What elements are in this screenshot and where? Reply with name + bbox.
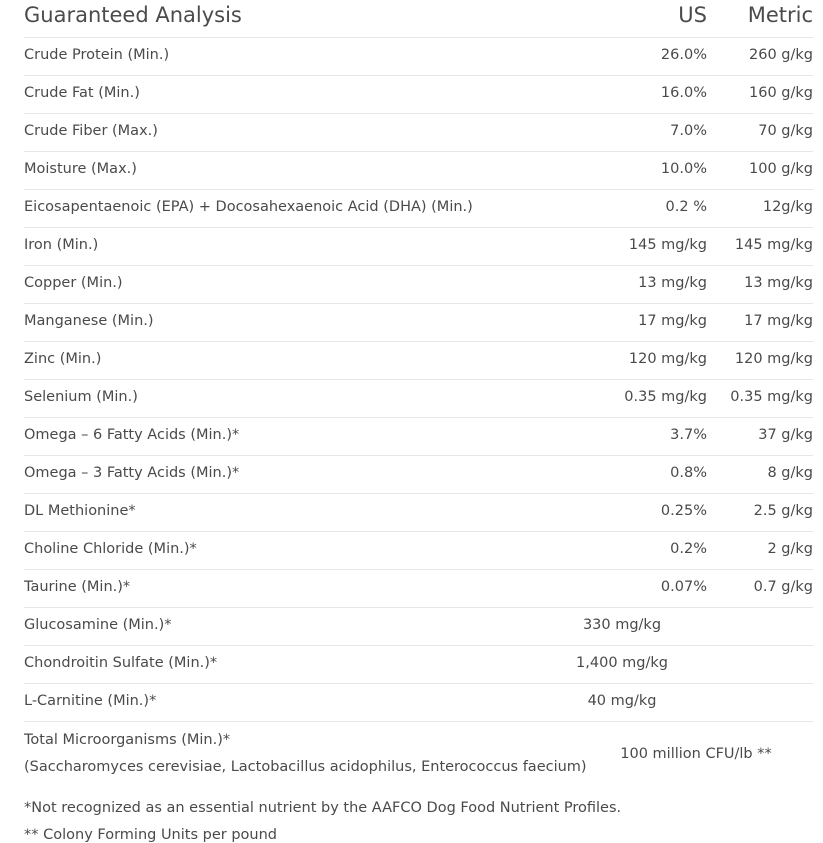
- table-row: [24, 228, 813, 266]
- table-header: [24, 0, 813, 38]
- value-metric: 13 mg/kg: [744, 275, 813, 291]
- value-us: 0.8%: [670, 465, 707, 481]
- nutrient-species: (Saccharomyces cerevisiae, Lactobacillus acidophilus, Enterococcus faecium): [24, 759, 587, 775]
- value-metric: 145 mg/kg: [734, 237, 813, 253]
- value-metric: 100 g/kg: [749, 161, 813, 177]
- value-metric: 17 mg/kg: [744, 313, 813, 329]
- value-metric: 2.5 g/kg: [753, 503, 813, 519]
- guaranteed-analysis-table: [24, 0, 813, 787]
- table-row: [24, 190, 813, 228]
- nutrient-name: Chondroitin Sulfate (Min.)*: [24, 655, 218, 671]
- value-us: 26.0%: [660, 47, 707, 63]
- value-us: 10.0%: [660, 161, 707, 177]
- value-metric: 0.35 mg/kg: [730, 389, 813, 405]
- value-us: 3.7%: [670, 427, 707, 443]
- value-metric: 12g/kg: [762, 199, 813, 215]
- column-header-us: US: [678, 3, 707, 27]
- value-metric: 260 g/kg: [749, 47, 813, 63]
- nutrient-value: 1,400 mg/kg: [576, 655, 668, 671]
- value-metric: 37 g/kg: [758, 427, 813, 443]
- table-row-combined: [24, 646, 813, 684]
- nutrient-value: 40 mg/kg: [587, 693, 657, 709]
- table-row: [24, 342, 813, 380]
- nutrient-name: Moisture (Max.): [24, 161, 137, 177]
- table-row: [24, 38, 813, 76]
- table-row: [24, 76, 813, 114]
- nutrient-rows: [24, 38, 813, 608]
- table-row: [24, 532, 813, 570]
- value-us: 120 mg/kg: [628, 351, 707, 367]
- table-row: [24, 304, 813, 342]
- nutrient-name: Selenium (Min.): [24, 389, 138, 405]
- value-us: 0.2 %: [665, 199, 707, 215]
- nutrient-name: Manganese (Min.): [24, 313, 154, 329]
- footnote-aafco: *Not recognized as an essential nutrient by the AAFCO Dog Food Nutrient Profiles.: [24, 800, 622, 816]
- nutrient-name: Total Microorganisms (Min.)*: [24, 732, 231, 748]
- value-us: 0.35 mg/kg: [624, 389, 707, 405]
- nutrient-name: Copper (Min.): [24, 275, 123, 291]
- table-row: [24, 494, 813, 532]
- value-metric: 160 g/kg: [749, 85, 813, 101]
- table-row: [24, 152, 813, 190]
- nutrient-name: Glucosamine (Min.)*: [24, 617, 172, 633]
- table-row-microorganisms: [24, 722, 813, 787]
- nutrient-name: Choline Chloride (Min.)*: [24, 541, 197, 557]
- value-us: 0.2%: [670, 541, 707, 557]
- footnote-cfu: ** Colony Forming Units per pound: [24, 827, 277, 843]
- nutrient-value: 100 million CFU/lb **: [620, 746, 772, 762]
- value-us: 0.07%: [660, 579, 707, 595]
- nutrient-name: DL Methionine*: [24, 503, 136, 519]
- table-title: Guaranteed Analysis: [24, 3, 242, 27]
- value-us: 16.0%: [660, 85, 707, 101]
- nutrient-name: Omega – 3 Fatty Acids (Min.)*: [24, 465, 240, 481]
- table-row: [24, 266, 813, 304]
- value-us: 145 mg/kg: [628, 237, 707, 253]
- table-row: [24, 456, 813, 494]
- nutrient-name: Crude Protein (Min.): [24, 47, 170, 63]
- value-metric: 0.7 g/kg: [753, 579, 813, 595]
- table-row: [24, 418, 813, 456]
- nutrient-name: Eicosapentaenoic (EPA) + Docosahexaenoic Acid (DHA) (Min.): [24, 199, 473, 215]
- nutrient-name: Taurine (Min.)*: [24, 579, 131, 595]
- nutrient-name: L-Carnitine (Min.)*: [24, 693, 157, 709]
- nutrient-name: Crude Fiber (Max.): [24, 123, 158, 139]
- nutrient-name: Omega – 6 Fatty Acids (Min.)*: [24, 427, 240, 443]
- value-metric: 120 mg/kg: [734, 351, 813, 367]
- value-us: 7.0%: [670, 123, 707, 139]
- value-us: 17 mg/kg: [638, 313, 707, 329]
- value-us: 0.25%: [660, 503, 707, 519]
- value-metric: 70 g/kg: [758, 123, 813, 139]
- nutrient-name: Crude Fat (Min.): [24, 85, 140, 101]
- table-row-combined: [24, 684, 813, 722]
- nutrient-value: 330 mg/kg: [582, 617, 662, 633]
- column-header-metric: Metric: [747, 3, 813, 27]
- table-row-combined: [24, 608, 813, 646]
- table-row: [24, 114, 813, 152]
- table-row: [24, 380, 813, 418]
- nutrient-name: Iron (Min.): [24, 237, 99, 253]
- table-row: [24, 570, 813, 608]
- combined-rows: [24, 608, 813, 722]
- value-metric: 2 g/kg: [767, 541, 813, 557]
- value-us: 13 mg/kg: [638, 275, 707, 291]
- nutrient-name: Zinc (Min.): [24, 351, 102, 367]
- value-metric: 8 g/kg: [767, 465, 813, 481]
